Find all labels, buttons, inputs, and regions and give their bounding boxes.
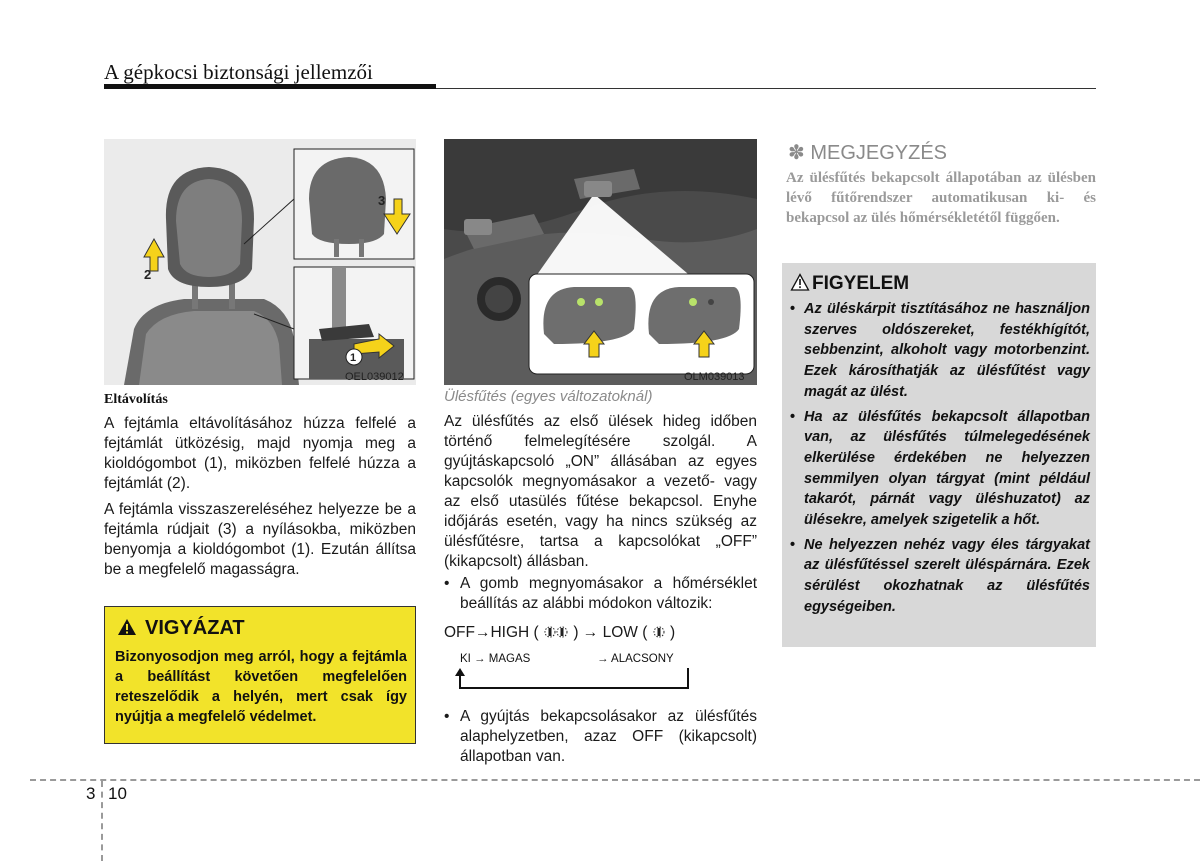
high-heat-icon: [543, 625, 569, 644]
warning-triangle-icon: [117, 618, 137, 642]
header-rule: [436, 88, 1096, 89]
bullet-item-ignition: [444, 707, 757, 767]
ignition-bullet: [444, 707, 757, 767]
caution-heading: [117, 617, 245, 642]
removal-subheading: Eltávolítás: [104, 392, 168, 407]
callout-1: 1: [350, 352, 357, 364]
seat-heater-paragraph: Az ülésfűtés az első ülések hideg időben történő felmelegítésére szolgál. A gyújtáskapcsoló „ON” állásában az egyes kapcsolók megnyomásakor a vezető- vagy az első utasülés fűtése bekapcsol. Enyhe időjárás esetén, vagy ha nincs szükség az ülésfűtésre, tartsa a kapcsolókat „OFF” (kikapcsolt) állásban.: [444, 413, 757, 570]
seat-heater-illustration: [444, 139, 757, 385]
caution-box: [104, 606, 416, 744]
ki-magas-label: KI → MAGAS: [460, 653, 531, 665]
bullet-text-ignition: A gyújtás bekapcsolásakor az ülésfűtés alaphelyzetben, azaz OFF (kikapcsolt) állapotban van.: [460, 708, 757, 765]
page-header-title: A gépkocsi biztonsági jellemzői: [104, 60, 373, 84]
removal-paragraph-2: A fejtámla visszaszereléséhez helyezze be a fejtámla rúdjait (3) a nyílásokba, miközben benyomja a kioldógombot (1). Ezután állítsa be a megfelelő magasságra.: [104, 501, 416, 578]
warning-item-insulation: • Ha az ülésfűtés bekapcsolt állapotban van, az ülésfűtés túlmelegedésének elkerülése érdekében ne helyezzen semmilyen olyan tárgyat (mint például takarót, párnát vagy üléshuzatot) az ülésekre, amelyek szigetelik a hőt.: [790, 407, 1090, 531]
low-heat-icon: [652, 625, 666, 644]
bullet-item-button-press: [444, 574, 757, 614]
note-text: Az ülésfűtés bekapcsolt állapotában az ülésben lévő fűtőrendszer automatikusan ki- és bekapcsol az ülés hőmérsékletétől függően.: [786, 170, 1096, 226]
callout-3: 3: [378, 193, 386, 208]
caution-text: Bizonyosodjon meg arról, hogy a fejtámla a beállítást követően megfelelően reteszelődik a helyén, mert csak így nyújtja a megfelelő védelmet.: [115, 649, 407, 725]
heat-mode-sequence: [444, 624, 675, 644]
warning-item-cleaning: • Az üléskárpit tisztításához ne használjon szerves oldószereket, festékhígítót, sebbenzint, alkoholt vagy motorbenzint. Ezek károsíthatják az ülésfűtést vagy magát az ülést.: [790, 299, 1090, 403]
removal-paragraph-1: A fejtámla eltávolításához húzza felfelé a fejtámlát ütközésig, majd nyomja meg a kioldógombot (1), miközben felfelé húzza a fejtámlát (2).: [104, 415, 416, 492]
headrest-illustration: [104, 139, 416, 385]
section-number: 3: [86, 784, 96, 803]
seat-heater-subheading: Ülésfűtés (egyes változatoknál): [444, 388, 653, 405]
figure-code-middle: OLM039013: [684, 371, 745, 383]
bullet-text-button-press: A gomb megnyomásakor a hőmérséklet beállítás az alábbi módokon változik:: [460, 575, 757, 612]
figure-code-left: OEL039012: [345, 371, 404, 383]
callout-2: 2: [144, 267, 152, 282]
warning-box: [782, 263, 1096, 647]
page-number: 10: [108, 784, 127, 803]
header-bar: [104, 84, 436, 89]
seat-heater-figure: [444, 139, 757, 385]
warning-triangle-icon: [790, 273, 810, 296]
removal-text: [104, 414, 416, 580]
warning-item-heavy-objects: • Ne helyezzen nehéz vagy éles tárgyakat az ülésfűtéssel szerelt üléspárnára. Ezek sérülést okozhatnak az ülésfűtés egységeiben.: [790, 535, 1090, 618]
footer-rule: [30, 779, 1200, 781]
warning-title: FIGYELEM: [812, 273, 910, 294]
warning-list: [790, 299, 1090, 618]
footer-vertical-rule: [101, 781, 103, 861]
mode-sequence-middle: ) → LOW (: [573, 624, 648, 641]
mode-sequence-end: ): [670, 624, 676, 641]
caution-title: VIGYÁZAT: [145, 617, 245, 639]
alacsony-label: → ALACSONY: [597, 653, 674, 665]
mode-sequence-start: OFF→HIGH (: [444, 624, 539, 641]
headrest-figure: [104, 139, 416, 385]
cycle-return-arrow: [452, 666, 692, 696]
note-title: ✽ MEGJEGYZÉS: [788, 142, 948, 164]
seat-heater-text: [444, 412, 757, 614]
